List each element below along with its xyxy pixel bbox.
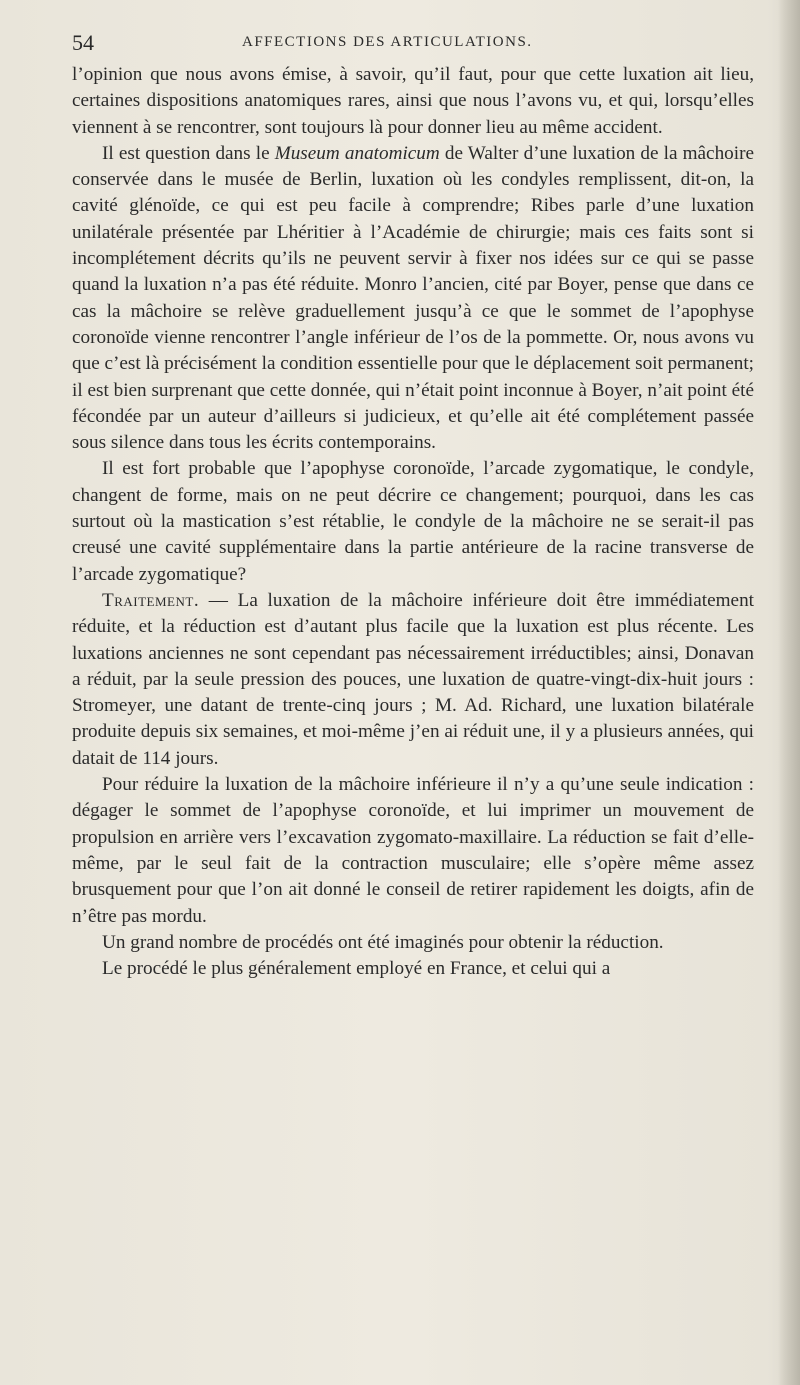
paragraph-4 <box>72 588 754 772</box>
paragraph-2-start: Il est question dans le <box>102 142 275 164</box>
book-title-museum-anatomicum: Museum anatomicum <box>274 142 440 164</box>
running-head: AFFECTIONS DES ARTICULATIONS. <box>242 34 533 50</box>
paragraph-6: Un grand nombre de procédés ont été imaginés pour obtenir la réduction. <box>102 931 664 953</box>
page-number: 54 <box>72 30 94 55</box>
paragraph-2-rest: de Walter d’une luxation de la mâchoire conservée dans le musée de Berlin, luxation où les condyles remplissent, dit-on, la cavité glénoïde, ce qui est peu facile à comprendre; Ribes parle d’une luxation unilatérale présentée par Lhéritier à l’Académie de chirurgie; mais ces faits sont si incomplétement décrits qu’ils ne peuvent servir à fixer nos idées sur ce qui se passe quand la luxation n’a pas été réduite. Monro l’ancien, cité par Boyer, pense que dans ce cas la mâchoire se relève graduellement jusqu’à ce que le sommet de l’apophyse coronoïde vienne rencontrer l’angle inférieur de l’os de la pommette. Or, nous avons vu que c’est là précisément la condition essentielle pour que le déplacement soit permanent; il est bien surprenant que cette donnée, qui n’était point inconnue à Boyer, n’ait point été fécondée par un auteur d’ailleurs si judicieux, et qu’elle ait été complétement passée sous silence dans tous les écrits contemporains. <box>72 142 754 454</box>
body-text <box>72 62 754 982</box>
paragraph-5: Pour réduire la luxation de la mâchoire inférieure il n’y a qu’une seule indication : dégager le sommet de l’apophyse coronoïde, et lui imprimer un mouvement de propulsion en arrière vers l’excavation zygomato-maxillaire. La réduction se fait d’elle-même, par le seul fait de la contraction musculaire; elle s’opère même assez brusquement pour que l’on ait donné le conseil de retirer rapidement les doigts, afin de n’être pas mordu. <box>72 774 754 927</box>
paragraph-3: Il est fort probable que l’apophyse coronoïde, l’arcade zygomatique, le condyle, changent de forme, mais on ne peut décrire ce changement; pourquoi, dans les cas surtout où la mastication s’est rétablie, le condyle de la mâchoire ne se serait-il pas creusé une cavité supplémentaire dans la partie antérieure de la racine transverse de l’arcade zygomatique? <box>72 458 754 585</box>
page-edge-shadow <box>778 0 800 1385</box>
paragraph-4-text: — La luxation de la mâchoire inférieure doit être immédiatement réduite, et la réduction est d’autant plus facile que la luxation est plus récente. Les luxations anciennes ne sont cependant pas nécessairement irréductibles; ainsi, Donavan a réduit, par la seule pression des pouces, une luxation de quatre-vingt-dix-huit jours : Stromeyer, une datant de trente-cinq jours ; M. Ad. Richard, une luxation bilatérale produite depuis six semaines, et moi-même j’en ai réduit une, il y a plusieurs années, qui datait de 114 jours. <box>72 589 754 769</box>
page-header <box>72 30 752 60</box>
paragraph-7: Le procédé le plus généralement employé en France, et celui qui a <box>102 958 611 980</box>
paragraph-1: l’opinion que nous avons émise, à savoir, qu’il faut, pour que cette luxation ait lieu, certaines dispositions anatomiques rares, ainsi que nous l’avons vu, et qui, lorsqu’elles viennent à se rencontrer, sont toujours là pour donner lieu au même accident. <box>72 64 754 138</box>
paragraph-2 <box>72 141 754 457</box>
section-heading-traitement: Traitement. <box>102 589 200 611</box>
